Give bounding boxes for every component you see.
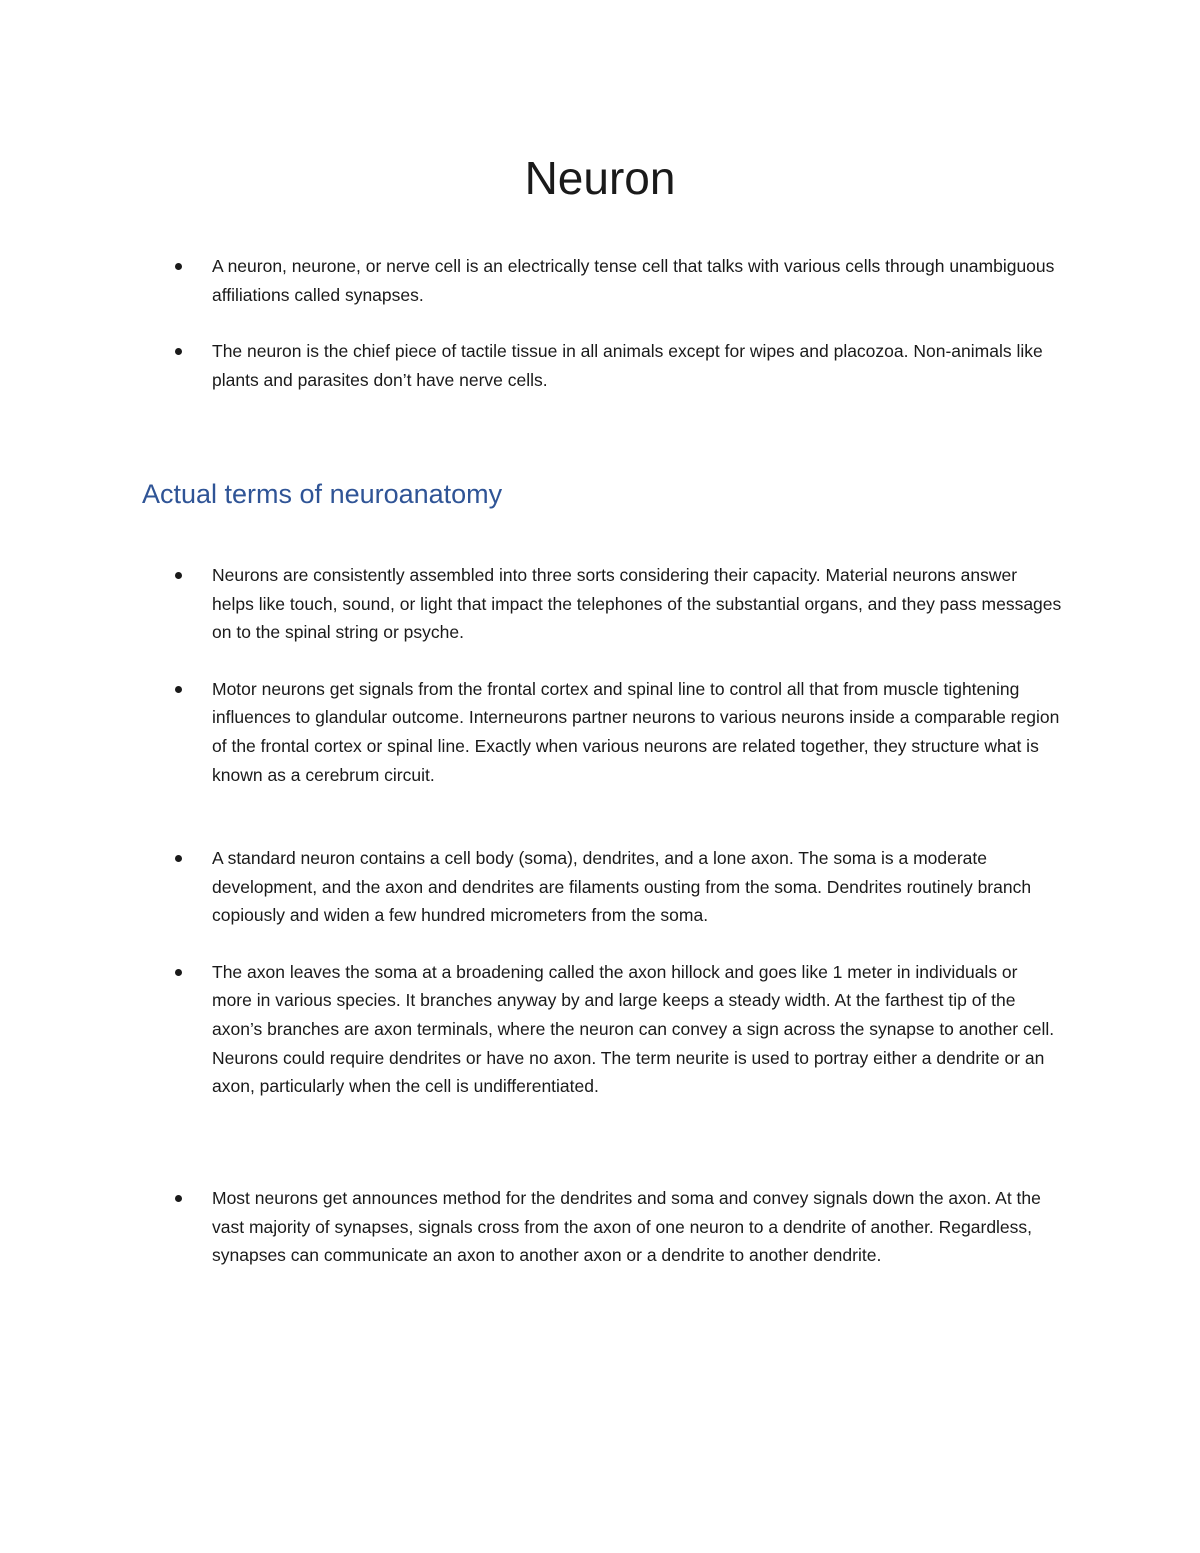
bullet-text: Neurons are consistently assembled into three sorts considering their capacity. Material neurons answer helps like touch, sound, or light that impact the telephones of the substantial organs, and they pass messages on to the spinal string or psyche. (212, 565, 1062, 643)
bullet-icon (175, 969, 182, 976)
bullet-icon (175, 855, 182, 862)
bullet-icon (175, 263, 182, 270)
bullet-text: The neuron is the chief piece of tactile tissue in all animals except for wipes and placozoa. Non-animals like plants and parasites don’t have nerve cells. (212, 341, 1043, 390)
bullet-text: Most neurons get announces method for the dendrites and soma and convey signals down the axon. At the vast majority of synapses, signals cross from the axon of one neuron to a dendrite of another. Regardless, synapses can communicate an axon to another axon or a dendrite to another dendrite. (212, 1188, 1041, 1266)
list-item (142, 252, 1062, 309)
bullet-text: A neuron, neurone, or nerve cell is an electrically tense cell that talks with various cells through unambiguous affiliations called synapses. (212, 256, 1055, 305)
bullet-text: The axon leaves the soma at a broadening called the axon hillock and goes like 1 meter in individuals or more in various species. It branches anyway by and large keeps a steady width. At the farthest tip of the axon’s branches are axon terminals, where the neuron can convey a sign across the synapse to another cell. Neurons could require dendrites or have no axon. The term neurite is used to portray either a dendrite or an axon, particularly when the cell is undifferentiated. (212, 961, 1055, 1097)
bullet-icon (175, 348, 182, 355)
list-item (142, 337, 1062, 394)
bullet-text: Motor neurons get signals from the frontal cortex and spinal line to control all that from muscle tightening influences to glandular outcome. Interneurons partner neurons to various neurons inside a comparable region of the frontal cortex or spinal line. Exactly when various neurons are related together, they structure what is known as a cerebrum circuit. (212, 678, 1060, 785)
list-item (142, 675, 1062, 789)
bullet-icon (175, 686, 182, 693)
bullet-text: A standard neuron contains a cell body (soma), dendrites, and a lone axon. The soma is a moderate development, and the axon and dendrites are filaments ousting from the soma. Dendrites routinely branch copiously and widen a few hundred micrometers from the soma. (212, 848, 1032, 926)
bullet-icon (175, 572, 182, 579)
document-title: Neuron (524, 152, 676, 204)
section-bullet-list-b (142, 844, 1062, 1101)
intro-bullet-list (142, 252, 1062, 394)
list-item (142, 1184, 1062, 1270)
list-item (142, 958, 1062, 1101)
section-bullet-list-a (142, 561, 1062, 789)
section-bullet-list-c (142, 1184, 1062, 1270)
section-heading: Actual terms of neuroanatomy (142, 479, 503, 509)
list-item (142, 561, 1062, 647)
bullet-icon (175, 1195, 182, 1202)
list-item (142, 844, 1062, 930)
